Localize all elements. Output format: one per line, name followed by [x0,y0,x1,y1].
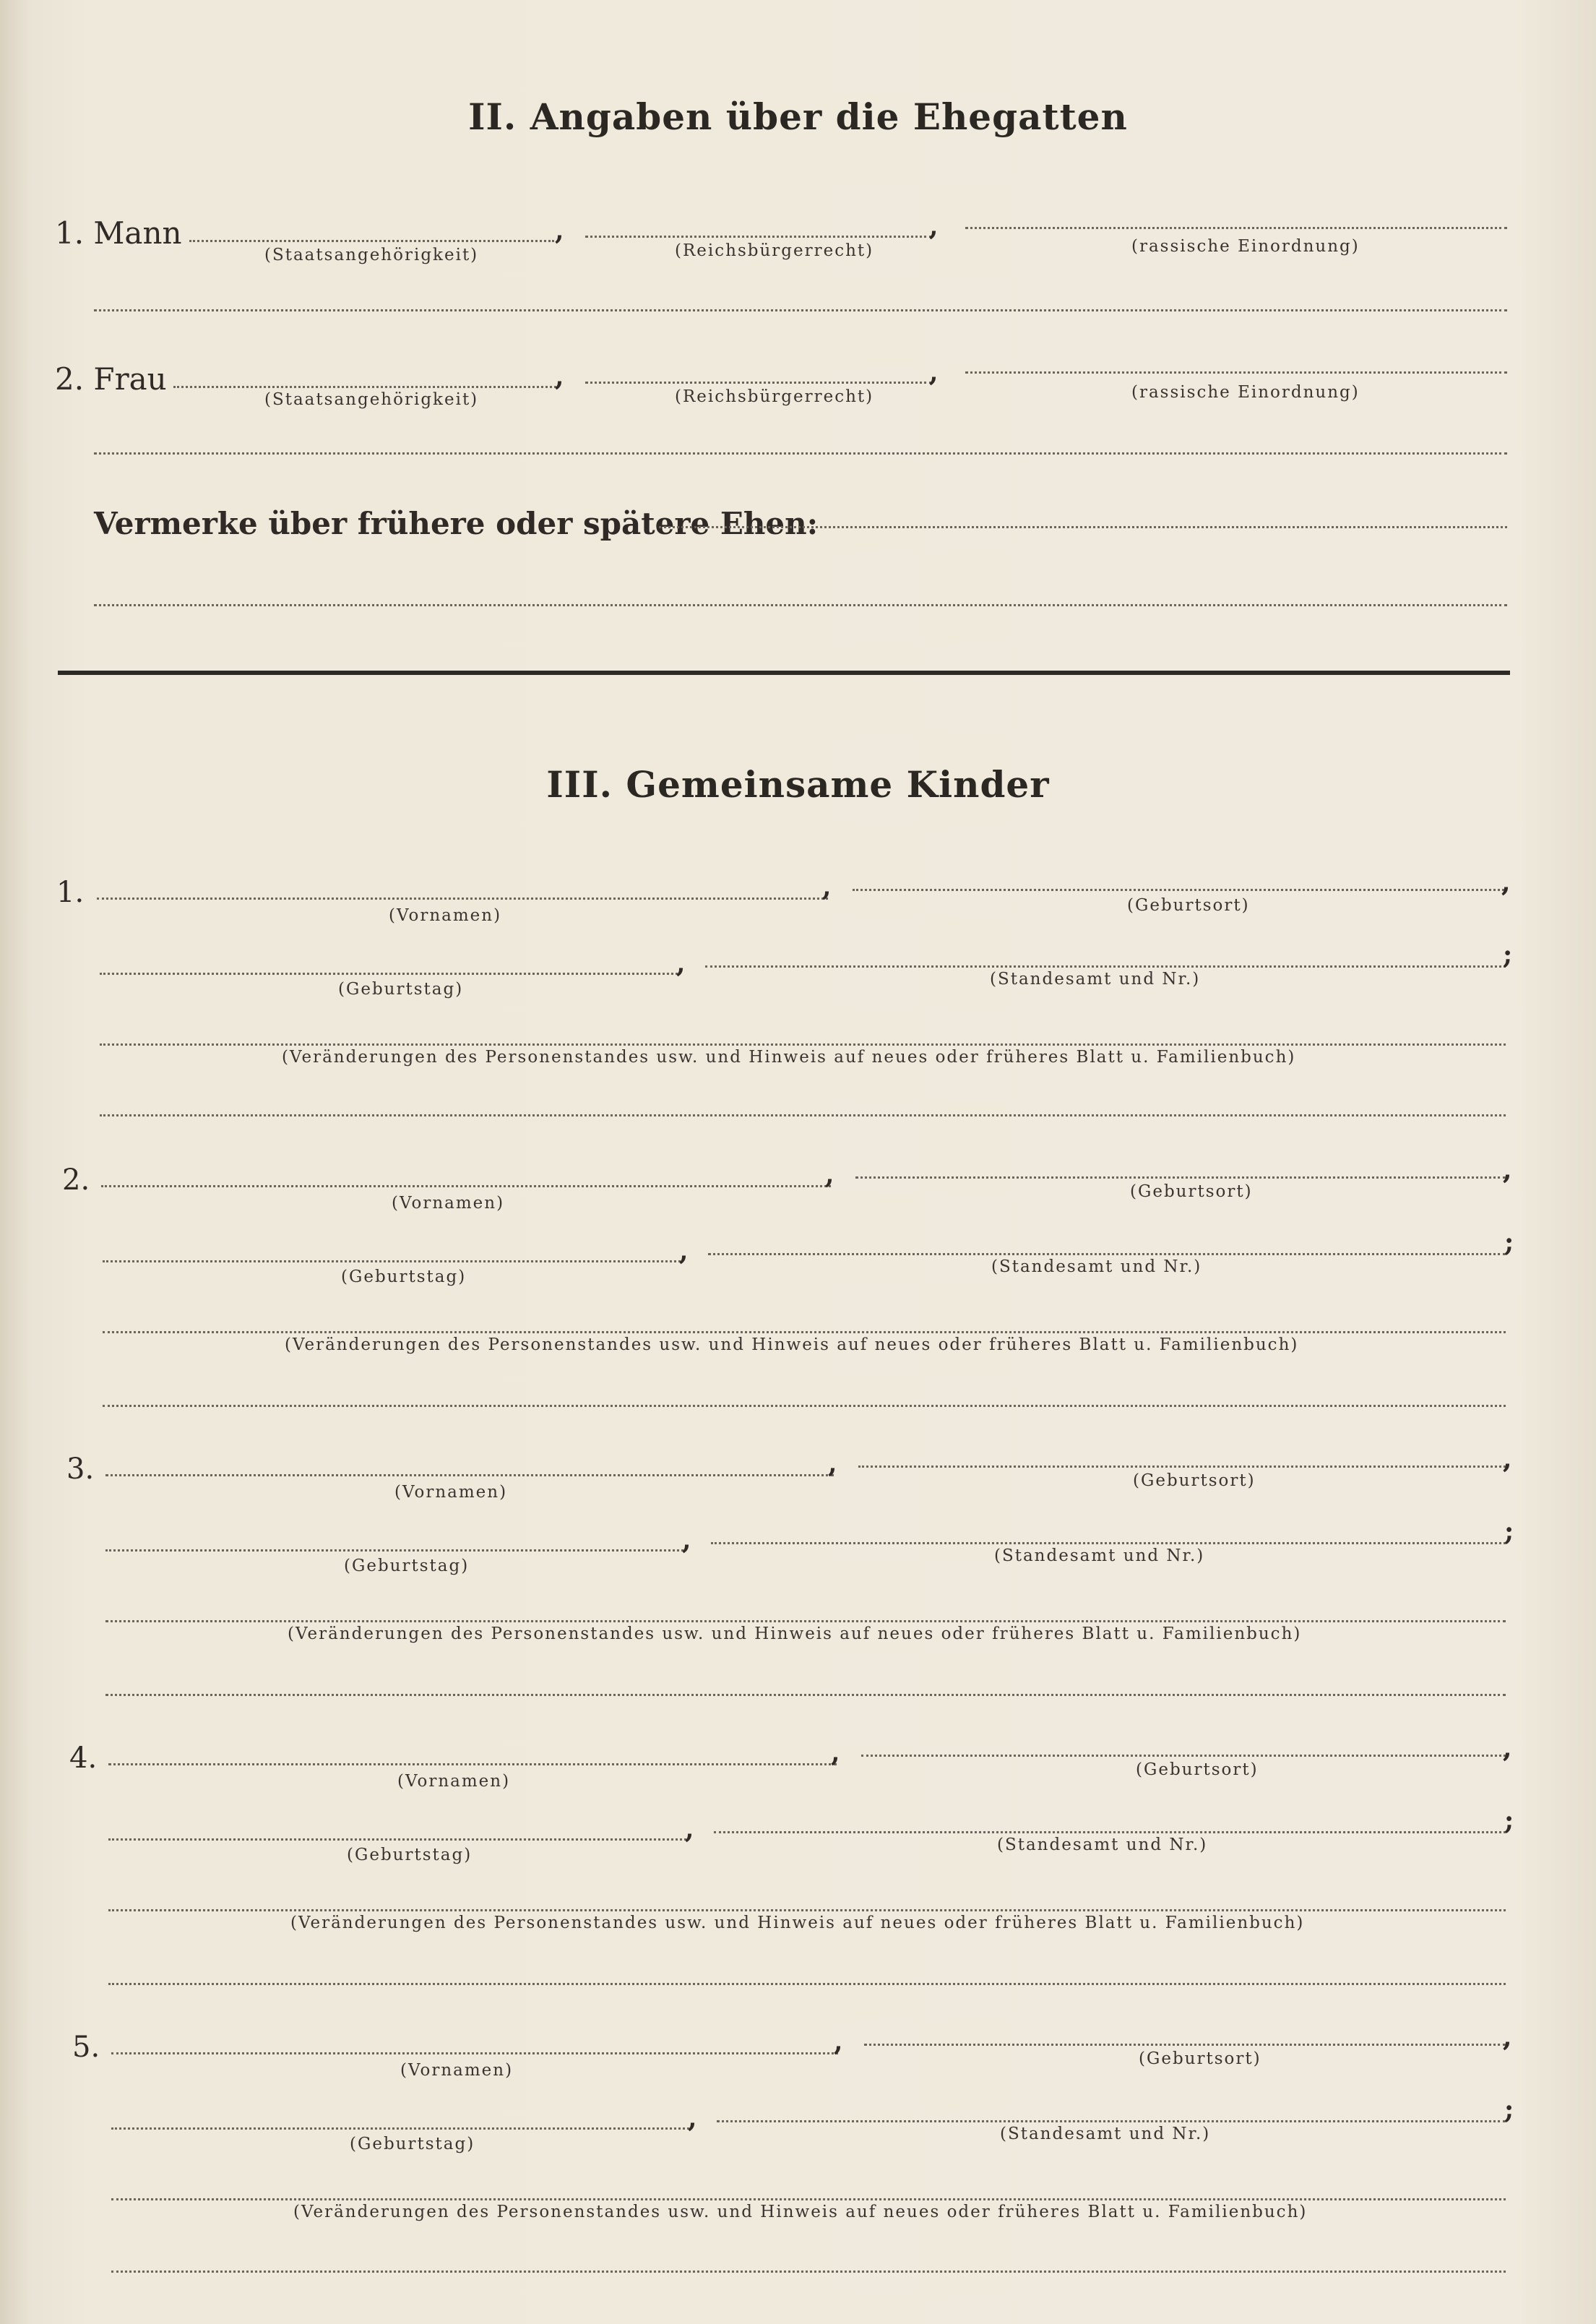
caption-veraenderungen: (Veränderungen des Personenstandes usw. und Hinweis auf neues oder früheres Blatt u. Familienbuch) [285,1335,1299,1354]
comma: , [822,872,832,902]
geburtstag-field[interactable] [111,2127,689,2130]
semicolon: ; [1503,939,1513,970]
caption-geburtsort: (Geburtsort) [1130,1182,1253,1201]
child-number: 4. [69,1742,98,1775]
vornamen-field[interactable] [111,2052,838,2054]
vermerke-field[interactable] [659,526,1507,528]
mann-extra-line[interactable] [94,309,1507,311]
child-number: 2. [62,1163,90,1197]
section-heading-ehegatten: II. Angaben über die Ehegatten [468,95,1128,138]
caption-veraenderungen: (Veränderungen des Personenstandes usw. und Hinweis auf neues oder früheres Blatt u. Familienbuch) [288,1624,1302,1643]
caption-geburtstag: (Geburtstag) [338,980,464,999]
geburtstag-field[interactable] [105,1549,683,1552]
caption-geburtstag: (Geburtstag) [350,2135,475,2153]
comma: , [929,357,939,387]
caption-rassische-einordnung: (rassische Einordnung) [1131,237,1360,256]
caption-geburtsort: (Geburtsort) [1136,1760,1259,1779]
section-heading-kinder: III. Gemeinsame Kinder [546,763,1050,806]
standesamt-field[interactable] [708,1253,1506,1255]
mann-label: 1. Mann [55,215,182,251]
veraenderungen-field[interactable] [111,2198,1506,2200]
caption-veraenderungen: (Veränderungen des Personenstandes usw. und Hinweis auf neues oder früheres Blatt u. Familienbuch) [282,1048,1296,1067]
comma: , [555,215,564,246]
caption-vornamen: (Vornamen) [392,1194,505,1213]
semicolon: ; [1504,2094,1514,2125]
geburtsort-field[interactable] [855,1176,1506,1179]
mann-rass-field[interactable] [965,227,1507,229]
caption-vornamen: (Vornamen) [389,906,502,925]
comma: , [834,2026,843,2057]
geburtsort-field[interactable] [858,1466,1506,1468]
comma: , [676,948,686,978]
child-extra-line[interactable] [108,1983,1506,1985]
semicolon: ; [1504,1516,1514,1546]
caption-standesamt: (Standesamt und Nr.) [990,970,1201,989]
comma: , [682,1525,691,1555]
caption-standesamt: (Standesamt und Nr.) [991,1257,1202,1276]
caption-geburtsort: (Geburtsort) [1127,896,1250,915]
caption-veraenderungen: (Veränderungen des Personenstandes usw. und Hinweis auf neues oder früheres Blatt u. Familienbuch) [290,1914,1305,1932]
caption-vornamen: (Vornamen) [394,1483,508,1502]
mann-staat-field[interactable] [189,240,554,242]
comma: , [1501,867,1511,898]
comma: , [929,211,939,241]
child-number: 5. [72,2031,100,2064]
caption-standesamt: (Standesamt und Nr.) [994,1546,1205,1565]
comma: , [1503,1733,1512,1763]
comma: , [1503,2022,1512,2052]
geburtstag-field[interactable] [100,973,678,975]
semicolon: ; [1504,1227,1514,1257]
frau-rass-field[interactable] [965,371,1507,374]
frau-label: 2. Frau [55,361,167,397]
geburtsort-field[interactable] [861,1755,1506,1757]
comma: , [1503,1444,1512,1474]
veraenderungen-field[interactable] [105,1620,1506,1622]
caption-geburtsort: (Geburtsort) [1139,2049,1261,2068]
vermerke-label: Vermerke über frühere oder spätere Ehen: [94,506,819,541]
comma: , [679,1236,689,1266]
vornamen-field[interactable] [105,1474,834,1476]
comma: , [555,361,564,392]
caption-geburtstag: (Geburtstag) [341,1268,467,1286]
veraenderungen-field[interactable] [100,1043,1506,1046]
caption-veraenderungen: (Veränderungen des Personenstandes usw. und Hinweis auf neues oder früheres Blatt u. Familienbuch) [293,2203,1308,2221]
caption-staatsangehoerigkeit: (Staatsangehörigkeit) [264,246,479,264]
frau-reich-field[interactable] [585,382,932,384]
geburtstag-field[interactable] [108,1838,686,1841]
comma: , [1503,1155,1512,1185]
comma: , [831,1737,840,1768]
comma: , [685,1814,694,1844]
standesamt-field[interactable] [711,1542,1506,1544]
child-number: 1. [56,876,85,909]
standesamt-field[interactable] [714,1831,1506,1833]
comma: , [688,2103,697,2133]
vornamen-field[interactable] [108,1763,837,1765]
caption-reichsbuergerrecht: (Reichsbürgerrecht) [675,241,874,260]
standesamt-field[interactable] [717,2120,1506,2122]
frau-extra-line[interactable] [94,452,1507,455]
child-extra-line[interactable] [100,1114,1506,1116]
veraenderungen-field[interactable] [103,1331,1506,1333]
caption-vornamen: (Vornamen) [397,1772,511,1791]
caption-standesamt: (Standesamt und Nr.) [1000,2125,1211,2143]
caption-staatsangehoerigkeit: (Staatsangehörigkeit) [264,390,479,409]
frau-staat-field[interactable] [173,386,556,388]
vornamen-field[interactable] [101,1185,831,1187]
mann-reich-field[interactable] [585,236,932,238]
caption-standesamt: (Standesamt und Nr.) [997,1835,1208,1854]
caption-reichsbuergerrecht: (Reichsbürgerrecht) [675,387,874,406]
geburtsort-field[interactable] [853,889,1504,891]
child-extra-line[interactable] [105,1694,1506,1696]
semicolon: ; [1504,1805,1514,1835]
caption-rassische-einordnung: (rassische Einordnung) [1131,383,1360,402]
child-number: 3. [66,1452,95,1486]
veraenderungen-field[interactable] [108,1909,1506,1911]
child-extra-line[interactable] [103,1405,1506,1407]
geburtsort-field[interactable] [864,2044,1506,2046]
caption-geburtstag: (Geburtstag) [344,1557,470,1575]
comma: , [828,1448,837,1479]
section-divider [58,671,1510,675]
vermerke-extra-line[interactable] [94,604,1507,606]
child-extra-line[interactable] [111,2271,1506,2273]
caption-geburtstag: (Geburtstag) [347,1846,473,1864]
standesamt-field[interactable] [705,965,1506,968]
caption-vornamen: (Vornamen) [400,2061,514,2080]
vornamen-field[interactable] [97,898,828,900]
geburtstag-field[interactable] [103,1260,681,1262]
caption-geburtsort: (Geburtsort) [1133,1471,1256,1490]
comma: , [825,1159,834,1189]
